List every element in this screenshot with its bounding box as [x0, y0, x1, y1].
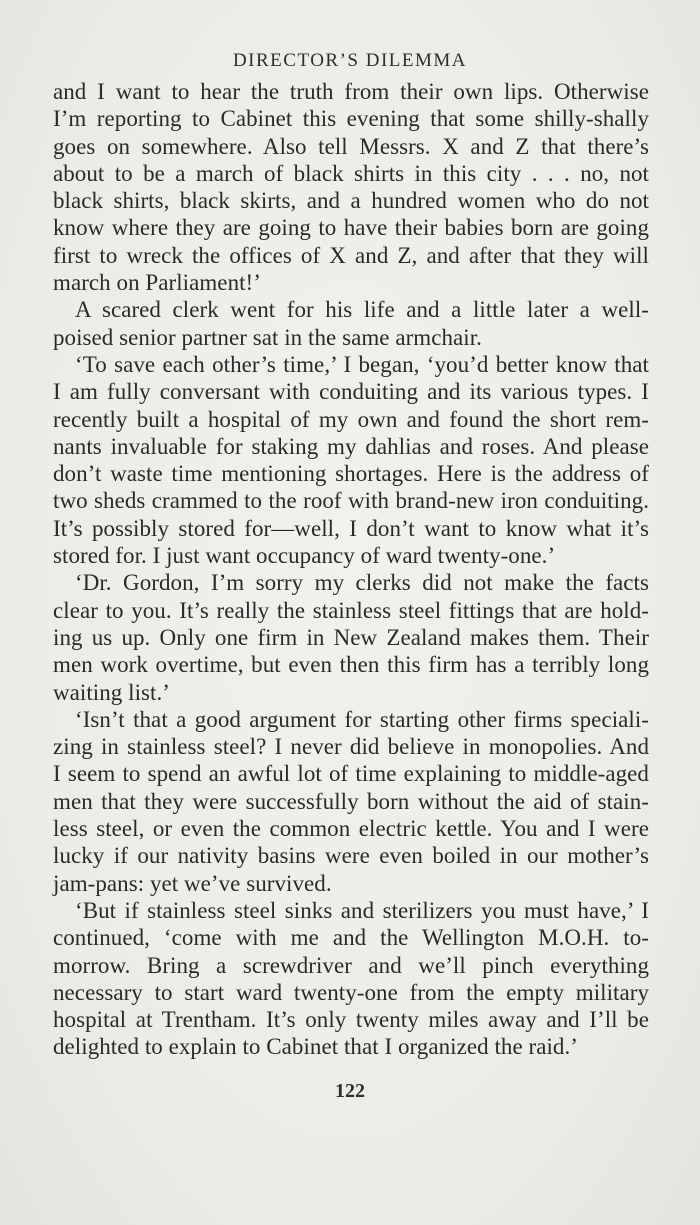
running-head: DIRECTOR’S DILEMMA	[232, 50, 468, 71]
text-line: necessary to start ward twenty-one from the empty military	[53, 979, 649, 1005]
text-line: goes on somewhere. Also tell Messrs. X and Z that there’s	[53, 133, 649, 159]
text-line: I’m reporting to Cabinet this evening that some shilly-shally	[53, 106, 649, 132]
text-line: about to be a march of black shirts in this city . . . no, not	[53, 160, 649, 186]
text-line: It’s possibly stored for—well, I don’t want to know what it’s	[53, 515, 649, 541]
text-line: ‘To save each other’s time,’ I began, ‘you’d better know that	[75, 351, 649, 377]
text-line: A scared clerk went for his life and a little later a well-	[75, 297, 649, 323]
text-line: I am fully conversant with conduiting and its various types. I	[53, 379, 649, 405]
text-line: continued, ‘come with me and the Wellington M.O.H. to-	[53, 925, 649, 951]
text-line: less steel, or even the common electric kettle. You and I were	[53, 816, 649, 842]
text-line: morrow. Bring a screwdriver and we’ll pinch everything	[53, 952, 649, 978]
text-line: men that they were successfully born without the aid of stain-	[53, 788, 649, 814]
text-line: black shirts, black skirts, and a hundred women who do not	[53, 188, 649, 214]
body-text	[53, 78, 649, 1061]
text-line: know where they are going to have their babies born are going	[53, 215, 649, 241]
text-line: don’t waste time mentioning shortages. Here is the address of	[53, 461, 649, 487]
text-line: ‘Isn’t that a good argument for starting other firms speciali-	[75, 706, 649, 732]
text-line: march on Parliament!’	[53, 270, 261, 296]
text-line: ing us up. Only one firm in New Zealand makes them. Their	[53, 624, 649, 650]
text-line: lucky if our nativity basins were even boiled in our mother’s	[53, 843, 649, 869]
text-line: recently built a hospital of my own and found the short rem-	[53, 406, 649, 432]
text-line: delighted to explain to Cabinet that I organized the raid.’	[53, 1034, 578, 1060]
text-line: waiting list.’	[53, 679, 170, 705]
text-line: ‘Dr. Gordon, I’m sorry my clerks did not make the facts	[75, 570, 649, 596]
text-line: poised senior partner sat in the same armchair.	[53, 324, 482, 350]
page-number: 122	[335, 1080, 365, 1102]
text-line: men work overtime, but even then this firm has a terribly long	[53, 652, 649, 678]
text-line: nants invaluable for staking my dahlias and roses. And please	[53, 433, 649, 459]
text-line: I seem to spend an awful lot of time explaining to middle-aged	[53, 761, 649, 787]
text-line: ‘But if stainless steel sinks and sterilizers you must have,’ I	[75, 897, 649, 923]
text-line: zing in stainless steel? I never did believe in monopolies. And	[53, 734, 649, 760]
text-line: first to wreck the offices of X and Z, and after that they will	[53, 242, 649, 268]
text-line: stored for. I just want occupancy of ward twenty-one.’	[53, 543, 556, 569]
text-line: two sheds crammed to the roof with brand-new iron conduiting.	[53, 488, 649, 514]
text-line: hospital at Trentham. It’s only twenty miles away and I’ll be	[53, 1007, 649, 1033]
text-line: jam-pans: yet we’ve survived.	[53, 870, 332, 896]
text-line: clear to you. It’s really the stainless steel fittings that are hold-	[53, 597, 649, 623]
text-line: and I want to hear the truth from their own lips. Otherwise	[53, 79, 649, 104]
